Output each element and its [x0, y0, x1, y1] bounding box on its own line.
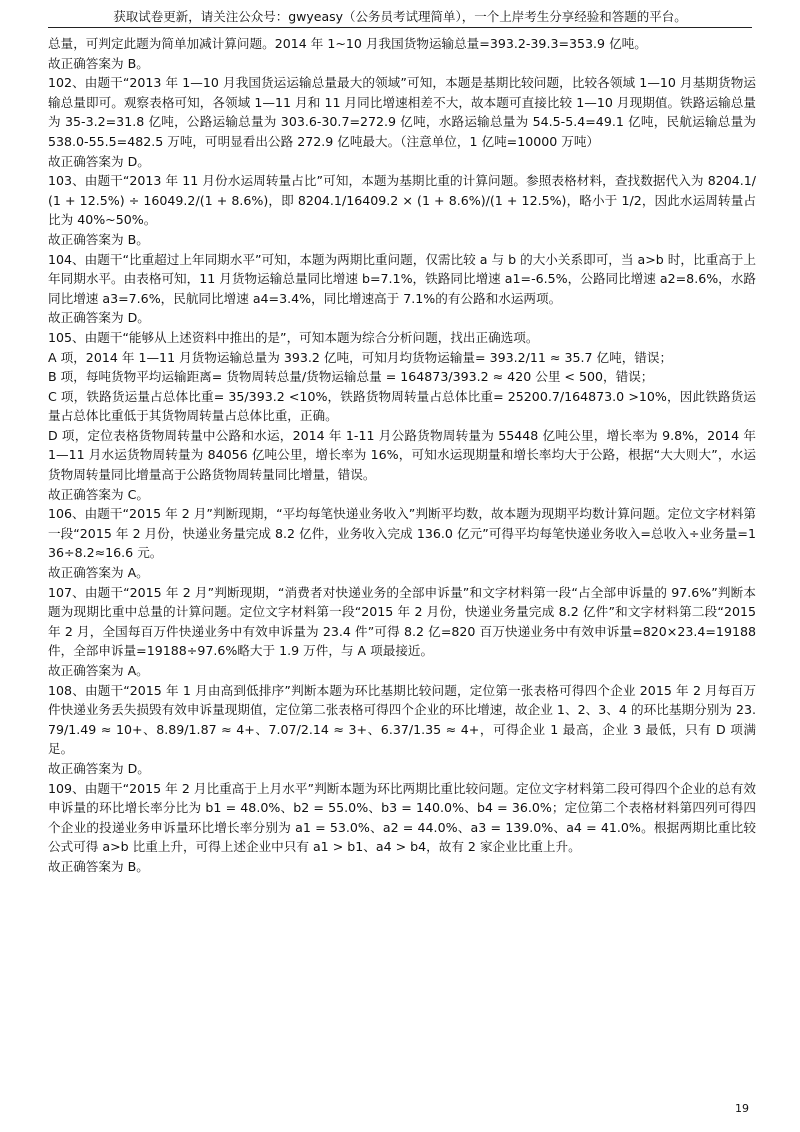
- page-header: [0, 8, 800, 26]
- q108-answer: 故正确答案为 D。: [48, 760, 150, 776]
- q103-explanation: 103、由题干“2013 年 11 月份水运周转量占比”可知，本题为基期比重的计算问题。参照表格材料，查找数据代入为 8204.1/(1 + 12.5%) ÷ 16049.2/(1 + 8.6%)，即 8204.1/16409.2 × (1 + 8.6%)/(1 + 12.5%)，略小于 1/2，因此水运周转量占比为 40%~50%。: [48, 173, 756, 228]
- q107-answer: 故正确答案为 A。: [48, 663, 149, 678]
- q109-answer: 故正确答案为 B。: [48, 858, 149, 874]
- q106-explanation: 106、由题干“2015 年 2 月”判断现期，“平均每笔快递业务收入”判断平均数，故本题为现期平均数计算问题。定位文字材料第一段“2015 年 2 月份，快递业务量完成 8.2 亿件，业务收入完成 136.0 亿元”可得平均每笔快递业务收入=总收入÷业务量=136÷8.2≈16.6 元。: [48, 506, 756, 561]
- q104-explanation: 104、由题干“比重超过上年同期水平”可知，本题为两期比重问题，仅需比较 a 与 b 的大小关系即可，当 a>b 时，比重高于上年同期水平。由表格可知，11 月货物运输总量同比增速 b=7.1%，铁路同比增速 a1=-6.5%，公路同比增速 a2=8.6%，水路同比增速 a3=7.6%，民航同比增速 a4=3.4%，同比增速高于 7.1%的有公路和水运两项。: [48, 251, 756, 306]
- header-rule: [48, 27, 752, 28]
- q102-explanation: 102、由题干“2013 年 1—10 月我国货运运输总量最大的领域”可知，本题是基期比较问题，比较各领域 1—10 月基期货物运输总量即可。观察表格可知，各领域 1—11 月和 11 月同比增速相差不大，故本题可直接比较 1—10 月现期值。铁路运输总量为 35-3.2=31.8 亿吨，公路运输总量为 303.6-30.7=272.9 亿吨，水路运输总量为 54.5-5.4=49.1 亿吨，民航运输总量为 538.0-55.5=482.5 万吨，可明显看出公路 272.9 亿吨最大。（注意单位，1 亿吨=10000 万吨）: [48, 75, 756, 149]
- q109-explanation: 109、由题干“2015 年 2 月比重高于上月水平”判断本题为环比两期比重比较问题。定位文字材料第二段可得四个企业的总有效申诉量的环比增长率分比为 b1 = 48.0%、b2 = 55.0%、b3 = 140.0%、b4 = 36.0%；定位第二个表格材料第四列可得四个企业的投递业务申诉量环比增长率分别为 a1 = 53.0%、a2 = 44.0%、a3 = 139.0%、a4 = 41.0%。根据两期比重比较公式可得 a>b 比重上升，可得上述企业中只有 a1 > b1、a4 > b4，故有 2 家企业比重上升。: [48, 780, 756, 855]
- q105-option-b: B 项，每吨货物平均运输距离= 货物周转总量/货物运输总量 = 164873/393.2 ≈ 420 公里 < 500，错误；: [48, 369, 654, 385]
- page-number: 19: [735, 1102, 749, 1115]
- q105-explanation: 105、由题干“能够从上述资料中推出的是”，可知本题为综合分析问题，找出正确选项。: [48, 329, 539, 345]
- q107-explanation: 107、由题干“2015 年 2 月”判断现期，“消费者对快递业务的全部申诉量”和文字材料第一段“占全部申诉量的 97.6%”判断本题为现期比重中总量的计算问题。定位文字材料第一段“2015 年 2 月份，快递业务量完成 8.2 亿件”和文字材料第二段“2015 年 2 月，全国每百万件快递业务中有效申诉量为 23.4 件”可得 8.2 亿=820 百万快递业务中有效申诉量=820×23.4=19188 件，全部申诉量=19188÷97.6%略大于 1.9 万件，与 A 项最接近。: [48, 584, 756, 659]
- answer-explanations: [48, 34, 756, 877]
- q105-answer: 故正确答案为 C。: [48, 486, 149, 502]
- q105-option-d: D 项，定位表格货物周转量中公路和水运，2014 年 1-11 月公路货物周转量为 55448 亿吨公里，增长率为 9.8%，2014 年 1—11 月水运货物周转量为 84056 亿吨公里，增长率为 16%，可知水运现期量和增长率均大于公路，根据“大大则大”，水运货物周转量同比增量高于公路货物周转量同比增量，错误。: [48, 427, 756, 483]
- q108-explanation: 108、由题干“2015 年 1 月由高到低排序”判断本题为环比基期比较问题，定位第一张表格可得四个企业 2015 年 2 月每百万件快递业务丢失损毁有效申诉量现期值，定位第二张表格可得四个企业的环比增速，故企业 1、2、3、4 的环比基期分别为 23.79/1.49 ≈ 10+、8.89/1.87 ≈ 4+、7.07/2.14 ≈ 3+、6.37/1.35 ≈ 4+，可得企业 1 最高，企业 3 最低，只有 D 项满足。: [48, 682, 756, 757]
- q104-answer: 故正确答案为 D。: [48, 310, 150, 326]
- q101-answer: 故正确答案为 B。: [48, 55, 149, 71]
- q106-answer: 故正确答案为 A。: [48, 565, 149, 581]
- q102-answer: 故正确答案为 D。: [48, 153, 150, 169]
- q105-option-a: A 项，2014 年 1—11 月货物运输总量为 393.2 亿吨，可知月均货物运输量= 393.2/11 ≈ 35.7 亿吨，错误；: [48, 349, 673, 365]
- q103-answer: 故正确答案为 B。: [48, 231, 149, 247]
- header-notice: 获取试卷更新，请关注公众号：gwyeasy（公务员考试理简单），一个上岸考生分享经验和答题的平台。: [113, 9, 687, 24]
- q101-explanation-tail: 总量，可判定此题为简单加减计算问题。2014 年 1~10 月我国货物运输总量=393.2-39.3=353.9 亿吨。: [48, 36, 647, 51]
- q105-option-c: C 项，铁路货运量占总体比重= 35/393.2 <10%，铁路货物周转量占总体比重= 25200.7/164873.0 >10%，因此铁路货运量占总体比重低于其货物周转量占总体比重，正确。: [48, 388, 756, 424]
